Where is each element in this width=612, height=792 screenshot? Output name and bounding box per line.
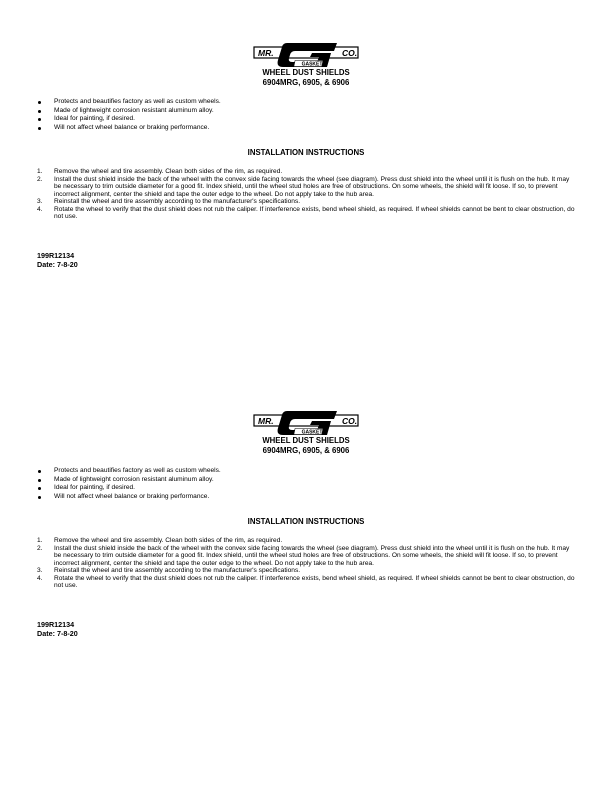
instruction-step [37, 168, 577, 176]
step-number: 1. [37, 537, 43, 544]
step-number: 4. [37, 205, 43, 213]
feature-item: Protects and beautifies factory as well as custom wheels. [37, 467, 577, 476]
instruction-step [37, 545, 577, 568]
product-title [0, 68, 612, 88]
feature-item: Made of lightweight corrosion resistant aluminum alloy. [37, 476, 577, 485]
step-text: Rotate the wheel to verify that the dust shield does not rub the caliper. If interference exists, bend wheel shield, as required. If wheel shields cannot be bent to clear obstruction, do not use. [54, 574, 575, 589]
product-title-line1: WHEEL DUST SHIELDS [262, 436, 350, 445]
mr-gasket-logo [253, 410, 361, 436]
instruction-steps [37, 168, 577, 221]
step-number: 3. [37, 198, 43, 205]
instructions-heading: INSTALLATION INSTRUCTIONS [247, 517, 365, 526]
instruction-step [37, 575, 577, 590]
feature-item: Will not affect wheel balance or braking performance. [37, 124, 577, 133]
feature-item: Made of lightweight corrosion resistant aluminum alloy. [37, 107, 577, 116]
product-title-line2: 6904MRG, 6905, & 6906 [262, 446, 350, 455]
revision-date: Date: 7-8-20 [37, 260, 78, 270]
instruction-steps [37, 537, 577, 590]
logo-band-text: GASKET [301, 429, 323, 436]
feature-item: Protects and beautifies factory as well as custom wheels. [37, 98, 577, 107]
product-title-line2: 6904MRG, 6905, & 6906 [262, 78, 350, 87]
step-text: Reinstall the wheel and tire assembly according to the manufacturer's specifications. [54, 567, 301, 574]
step-text: Install the dust shield inside the back of the wheel with the convex side facing towards the wheel (see diagram). Press dust shield into the wheel until it is flush on the hub. It may be necessary to trim outside diameter for a good fit. Index shield, until the wheel stud holes are free of obstructions. On some wheels, the shield will fit loose. If so, to prevent incorrect alignment, center the shield and tape the outer edge to the wheel. Do not apply take to the hub area. [54, 175, 570, 198]
part-number: 199R12134 [37, 251, 75, 260]
document-meta [37, 620, 78, 638]
document-meta [37, 251, 78, 269]
mr-gasket-logo [253, 42, 361, 68]
step-number: 2. [37, 175, 43, 183]
step-text: Install the dust shield inside the back of the wheel with the convex side facing towards the wheel (see diagram). Press dust shield into the wheel until it is flush on the hub. It may be necessary to trim outside diameter for a good fit. Index shield, until the wheel stud holes are free of obstructions. On some wheels, the shield will fit loose. If so, to prevent incorrect alignment, center the shield and tape the outer edge to the wheel. Do not apply take to the hub area. [54, 544, 570, 567]
feature-item: Ideal for painting, if desired. [37, 115, 577, 124]
logo-band-text: GASKET [301, 61, 323, 68]
revision-date: Date: 7-8-20 [37, 629, 78, 639]
instruction-step [37, 537, 577, 545]
step-number: 1. [37, 168, 43, 175]
step-text: Remove the wheel and tire assembly. Clean both sides of the rim, as required. [54, 537, 283, 544]
step-text: Reinstall the wheel and tire assembly according to the manufacturer's specifications. [54, 198, 301, 205]
logo-right-text: CO. [342, 48, 358, 58]
logo-left-text: MR. [258, 416, 274, 426]
step-number: 3. [37, 567, 43, 574]
step-number: 4. [37, 574, 43, 582]
feature-item: Will not affect wheel balance or braking performance. [37, 493, 577, 502]
part-number: 199R12134 [37, 620, 75, 629]
logo-right-text: CO. [342, 416, 358, 426]
feature-list [37, 98, 577, 132]
product-title-line1: WHEEL DUST SHIELDS [262, 68, 350, 77]
step-text: Remove the wheel and tire assembly. Clean both sides of the rim, as required. [54, 168, 283, 175]
logo-left-text: MR. [258, 48, 274, 58]
instruction-step [37, 567, 577, 575]
step-text: Rotate the wheel to verify that the dust shield does not rub the caliper. If interference exists, bend wheel shield, as required. If wheel shields cannot be bent to clear obstruction, do not use. [54, 205, 575, 220]
instructions-heading: INSTALLATION INSTRUCTIONS [247, 148, 365, 157]
feature-item: Ideal for painting, if desired. [37, 484, 577, 493]
step-number: 2. [37, 544, 43, 552]
product-title [0, 436, 612, 456]
instruction-step [37, 206, 577, 221]
instruction-step [37, 176, 577, 199]
feature-list [37, 467, 577, 501]
instruction-step [37, 198, 577, 206]
